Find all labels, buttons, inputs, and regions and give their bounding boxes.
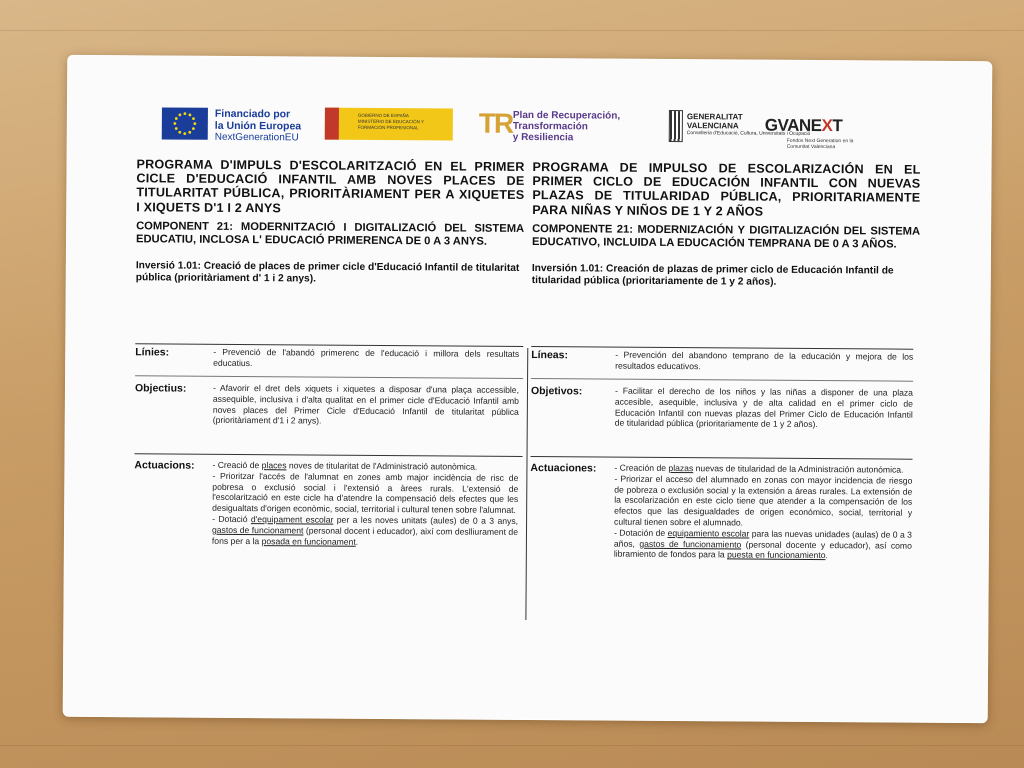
divider [531,378,913,382]
divider [135,453,523,457]
program-title: PROGRAMA DE IMPULSO DE ESCOLARIZACIÓN EN EL PRIMER CICLO DE EDUCACIÓN INFANTIL CON NUEVAS PLAZAS DE TITULARIDAD PÚBLICA, PRIORITARIAMENTE PARA NIÑAS Y NIÑOS DE 1 Y 2 AÑOS [532,160,921,219]
generalitat-emblem-icon [669,110,683,142]
logo-bar [67,99,992,149]
investment-heading: Inversió 1.01: Creació de places de primer cicle d'Educació Infantil de titularitat pública (prioritàriament d' 1 i 2 anys). [135,260,520,285]
program-title: PROGRAMA D'IMPULS D'ESCOLARITZACIÓ EN EL PRIMER CICLE D'EDUCACIÓ INFANTIL AMB NOVES PLACES DE TITULARITAT PÚBLICA, PRIORITÀRIAMENT PER A XIQUETES I XIQUETS D'1 I 2 ANYS [136,157,525,215]
divider [135,375,523,379]
ministry-label: GOBIERNO DE ESPAÑA MINISTERIO DE EDUCACIÓN Y FORMACIÓN PROFESIONAL [357,112,424,131]
gvanext-logo: GVANEXT [764,115,843,136]
actions-label: Actuaciones: [530,462,597,475]
valencian-column [136,157,525,287]
divider [531,346,913,350]
divider [531,456,913,460]
document-sheet [63,55,993,723]
lines-label: Líneas: [531,349,569,362]
objectives-label: Objetivos: [530,385,583,398]
recovery-plan-logo: TR [478,107,513,139]
eu-flag-icon [162,107,208,139]
gvanext-sub-label: Fondos Next Generation en la Comunitat Valenciana [786,137,854,151]
divider [135,343,523,347]
investment-heading: Inversión 1.01: Creación de plazas de primer ciclo de Educación Infantil de titularidad pública (prioritariamente de 1 y 2 años). [531,262,894,288]
lines-label: Línies: [135,346,170,359]
objectives-text: - Facilitar el derecho de los niños y las niñas a disponer de una plaza accesible, asequible, inclusiva y de alta calidad en el primer ciclo de Educación Infantil con nuevas plazas del Primer Ciclo de Educación Infantil de titularidad pública (prioritariamente de 1 y 2 años). [614,385,914,430]
component-heading: COMPONENTE 21: MODERNIZACIÓN Y DIGITALIZACIÓN DEL SISTEMA EDUCATIVO, INCLUIDA LA EDUCACIÓN TEMPRANA DE 0 A 3 AÑOS. [531,222,921,251]
eu-funding-label: Financiado por la Unión Europea NextGenerationEU [214,107,302,144]
lines-text: - Prevención del abandono temprano de la educación y mejora de los resultados educativos. [615,349,914,372]
objectives-label: Objectius: [134,382,187,395]
actions-text: - Creación de plazas nuevas de titularidad de la Administración autonómica. - Priorizar el acceso del alumnado en zonas con mayor incidencia de riesgo de pobreza o exclusión social y la extensión a áreas rurales. La extensión de la escolarización en este ciclo tiene que atender a la compensación de los efectos que las desigualdades de origen económico, social, territorial y cultural tienen sobre el alumnado. - Dotación de equipamiento escolar para las nuevas unidades (aulas) de 0 a 3 años, gastos de funcionamiento (personal docente y educador), así como libramiento de fondos para la puesta en funcionamiento. [613,462,913,561]
objectives-text: - Afavorir el dret dels xiquets i xiquetes a disposar d'una plaça accessible, assequible, inclusiva i d'alta qualitat en el primer cicle d'Educació Infantil amb noves places del Primer Cicle d'Educació Infantil de titularitat pública (prioritàriament d'1 i 2 anys). [212,382,520,426]
spanish-column [532,160,921,290]
recovery-plan-label: Plan de Recuperación, Transformación y Resiliencia [512,109,621,144]
actions-text: - Creació de places noves de titularitat de l'Administració autonòmica. - Prioritzar l'accés de l'alumnat en zones amb major incidència de risc de pobresa o exclusió social i l'extensió a àrees rurals. L'extensió de l'escolarització en este cicle ha d'atendre la compensació dels efectes que les desigualtats d'origen econòmic, social, territorial i cultural tenen sobre l'alumnat. - Dotació d'equipament escolar per a les noves unitats (aules) de 0 a 3 anys, gastos de funcionament (personal docent i educador), així com deslliurament de fons per a la posada en funcionament. [211,459,519,547]
generalitat-label: GENERALITAT VALENCIANA Conselleria d'Educació, Cultura, Universitats i Ocupació [686,112,811,137]
component-heading: COMPONENT 21: MODERNITZACIÓ I DIGITALIZACIÓ DEL SISTEMA EDUCATIU, INCLOSA L' EDUCACIÓ PRIMERENCA DE 0 A 3 ANYS. [135,220,525,248]
column-divider [525,348,528,620]
actions-label: Actuacions: [134,459,195,472]
lines-text: - Prevenció de l'abandó primerenc de l'educació i millora dels resultats educatius. [213,346,520,368]
